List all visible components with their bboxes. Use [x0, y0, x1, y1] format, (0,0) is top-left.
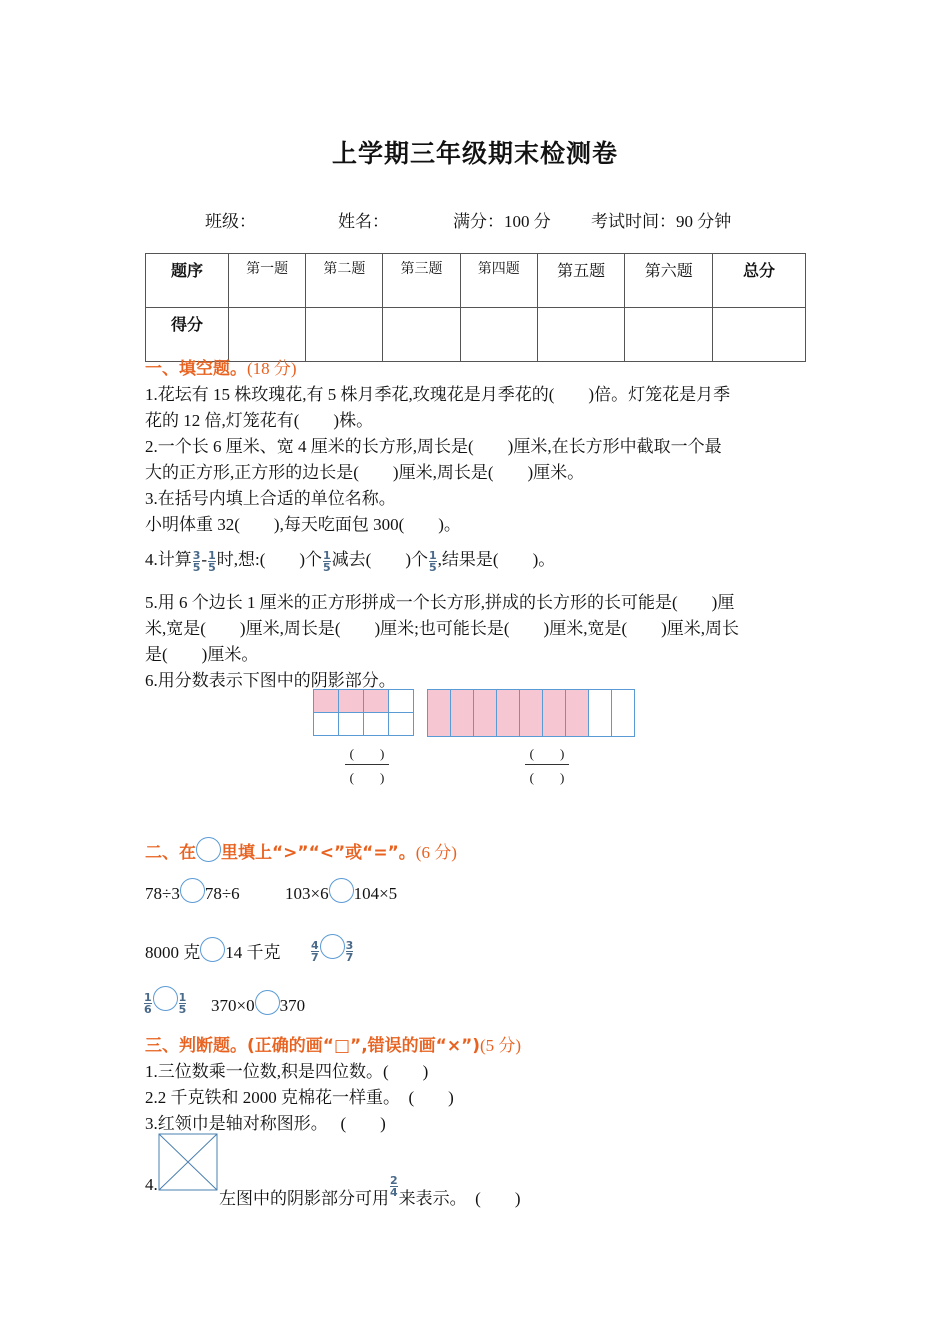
compare-item: 370×0 370: [211, 990, 305, 1016]
header-cell: 第一题: [229, 254, 306, 308]
fraction: $\frac{4}{7}$: [311, 938, 319, 964]
fraction: $\frac{3}{5}$: [192, 548, 201, 574]
question-line: 是( )厘米。: [145, 645, 259, 664]
shaded-cell: [474, 690, 497, 737]
judge-line: 2.2 千克铁和 2000 克棉花一样重。 ( ): [145, 1088, 454, 1107]
exam-time: 考试时间：90 分钟: [591, 212, 732, 231]
compare-item: 78÷3 78÷6: [145, 878, 240, 904]
score-table: [145, 253, 806, 362]
compare-circle[interactable]: [180, 878, 205, 903]
header-cell: 第四题: [460, 254, 537, 308]
answer-fraction-1[interactable]: ( ) ( ): [345, 743, 389, 786]
section2-heading: 二、在 里填上“>”“<”或“=”。(6 分): [145, 837, 457, 863]
fraction: $\frac{1}{5}$: [429, 548, 437, 574]
shaded-cell: [339, 690, 364, 713]
compare-circle[interactable]: [153, 986, 178, 1011]
answer-fraction-2[interactable]: ( ) ( ): [525, 743, 569, 786]
judge-line-4: 左图中的阴影部分可用 $\frac{2}{4}$ 来表示。 ( ): [219, 1174, 521, 1208]
shaded-cell: [364, 690, 389, 713]
compare-item: 103×6 104×5: [285, 878, 397, 904]
compare-item: [310, 934, 354, 963]
header-cell: 第六题: [625, 254, 713, 308]
header-cell: 第二题: [306, 254, 383, 308]
question-line: 小明体重 32( ),每天吃面包 300( )。: [145, 515, 461, 534]
full-score: 满分：100 分: [453, 212, 551, 231]
blank-cell: [314, 713, 339, 736]
shaded-cell: [428, 690, 451, 737]
judge-line: 1.三位数乘一位数,积是四位数。( ): [145, 1062, 429, 1081]
fraction: $\frac{2}{4}$: [390, 1174, 398, 1199]
question-line: 5.用 6 个边长 1 厘米的正方形拼成一个长方形,拼成的长方形的长可能是( )厘: [145, 593, 735, 612]
question-line: 大的正方形,正方形的边长是( )厘米,周长是( )厘米。: [145, 463, 585, 482]
score-cell[interactable]: [460, 308, 537, 362]
score-cell[interactable]: [306, 308, 383, 362]
page-title: 上学期三年级期末检测卷: [331, 139, 618, 168]
class-label: 班级：: [205, 212, 256, 231]
shaded-cell: [497, 690, 520, 737]
section3-heading: 三、判断题。(正确的画“□”,错误的画“×”)(5 分): [145, 1036, 522, 1056]
blank-cell: [339, 713, 364, 736]
header-cell: 第五题: [537, 254, 625, 308]
question-4-line: 4.计算 $\frac{3}{5}$ - $\frac{1}{5}$ 时,想:( )个 $\frac{1}{5}$ 减去( )个 $\frac{1}{5}$ ,结果是( )。: [145, 548, 556, 574]
question-line: 1.花坛有 15 株玫瑰花,有 5 株月季花,玫瑰花是月季花的( )倍。灯笼花是月季: [145, 385, 731, 404]
fraction-figure-strip: [427, 689, 635, 737]
shaded-cell: [543, 690, 566, 737]
blank-cell: [589, 690, 612, 737]
question-line: 3.在括号内填上合适的单位名称。: [145, 489, 396, 508]
question-line: 米,宽是( )厘米,周长是( )厘米;也可能长是( )厘米,宽是( )厘米,周长: [145, 619, 740, 638]
score-cell[interactable]: [383, 308, 460, 362]
shaded-cell: [566, 690, 589, 737]
shaded-cell: [314, 690, 339, 713]
compare-circle[interactable]: [329, 878, 354, 903]
score-table-header-row: [146, 254, 806, 308]
name-label: 姓名：: [338, 212, 389, 231]
score-row-label: 得分: [146, 308, 229, 362]
blank-cell: [389, 690, 414, 713]
score-cell[interactable]: [537, 308, 625, 362]
question-line: 花的 12 倍,灯笼花有( )株。: [145, 411, 374, 430]
blank-cell: [389, 713, 414, 736]
judge-line: 3.红领巾是轴对称图形。 ( ): [145, 1114, 386, 1133]
fraction-figure-grid: [313, 689, 414, 736]
shaded-cell: [520, 690, 543, 737]
square-diagonal-figure: [158, 1133, 218, 1191]
header-cell: 题序: [146, 254, 229, 308]
shaded-cell: [451, 690, 474, 737]
fraction: $\frac{3}{7}$: [345, 938, 354, 964]
score-cell[interactable]: [713, 308, 806, 362]
header-cell: 第三题: [383, 254, 460, 308]
fraction: $\frac{1}{5}$: [208, 548, 216, 574]
compare-item: [143, 986, 187, 1015]
header-cell: 总分: [713, 254, 806, 308]
blank-cell: [364, 713, 389, 736]
compare-item: 8000 克 14 千克: [145, 937, 281, 963]
compare-circle[interactable]: [200, 937, 225, 962]
circle-icon: [196, 837, 221, 862]
fraction: $\frac{1}{6}$: [144, 990, 152, 1016]
question-line: 2.一个长 6 厘米、宽 4 厘米的长方形,周长是( )厘米,在长方形中截取一个最: [145, 437, 722, 456]
question-line: 6.用分数表示下图中的阴影部分。: [145, 671, 396, 690]
compare-circle[interactable]: [255, 990, 280, 1015]
compare-circle[interactable]: [320, 934, 345, 959]
score-cell[interactable]: [625, 308, 713, 362]
section1-heading: 一、填空题。(18 分): [145, 359, 297, 379]
fraction: $\frac{1}{5}$: [323, 548, 331, 574]
fraction: $\frac{1}{5}$: [178, 990, 187, 1016]
blank-cell: [612, 690, 635, 737]
judge-number: 4.: [145, 1175, 158, 1194]
